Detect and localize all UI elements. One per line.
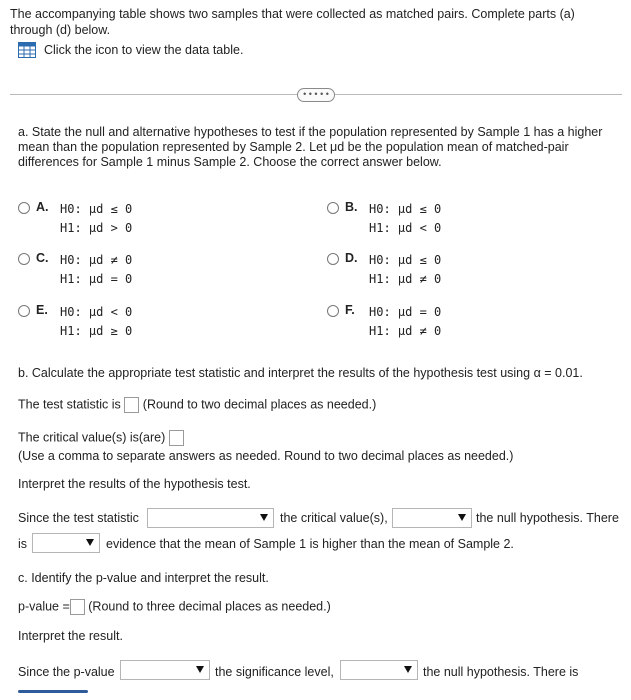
option-a-radio[interactable] [18,202,30,214]
part-a-question: a. State the null and alternative hypotheses to test if the population represented by Sample 1 has a higher mean than the population represented by Sample 2. Let μd be the population mean of matched-pair differences for Sample 1 minus Sample 2. Choose the correct answer below. [18,125,603,169]
option-b-h0: H0: μd ≤ 0 [369,202,442,216]
since-test-stat-suffix: the null hypothesis. There [476,511,619,525]
option-d-h0: H0: μd ≤ 0 [369,253,442,267]
part-c-question: c. Identify the p-value and interpret the result. [18,571,269,585]
data-table-link[interactable] [18,42,243,58]
evidence-text: evidence that the mean of Sample 1 is higher than the mean of Sample 2. [106,537,514,551]
p-value-line [18,599,331,615]
dropdown-arrow-icon [85,537,95,547]
intro-text: The accompanying table shows two samples that were collected as matched pairs. Complete parts (a) through (d) below. [10,7,575,37]
option-c-label: C. [36,251,49,265]
since-p-value-suffix: the null hypothesis. There is [423,665,579,679]
data-table-icon[interactable] [18,42,36,58]
scroll-indicator [18,690,88,693]
option-a-h1: H1: μd > 0 [60,221,133,235]
option-b[interactable] [327,200,441,238]
test-statistic-input[interactable] [124,397,139,413]
option-d-label: D. [345,251,358,265]
option-f[interactable] [327,303,441,341]
test-statistic-prefix: The test statistic is [18,397,121,412]
option-c-radio[interactable] [18,253,30,265]
option-c[interactable] [18,251,132,289]
option-a-label: A. [36,200,49,214]
option-e-label: E. [36,303,48,317]
option-f-label: F. [345,303,355,317]
option-e-h0: H0: μd < 0 [60,305,133,319]
option-e-h1: H1: μd ≥ 0 [60,324,133,338]
option-c-h0: H0: μd ≠ 0 [60,253,133,267]
critical-value-line [18,430,184,446]
test-statistic-suffix: (Round to two decimal places as needed.) [142,397,377,412]
evidence-select[interactable] [32,533,100,553]
option-d-radio[interactable] [327,253,339,265]
option-a-h0: H0: μd ≤ 0 [60,202,133,216]
critical-value-prefix: The critical value(s) is(are) [18,430,166,445]
test-statistic-line [18,397,376,413]
dropdown-arrow-icon [195,664,205,674]
since-test-stat-prefix: Since the test statistic [18,511,139,525]
option-f-h0: H0: μd = 0 [369,305,442,319]
p-value-input[interactable] [70,599,85,615]
option-f-h1: H1: μd ≠ 0 [369,324,442,338]
is-word: is [18,537,28,551]
expand-button[interactable]: • • • • • [297,88,335,102]
critical-value-input[interactable] [169,430,184,446]
part-b-question: b. Calculate the appropriate test statistic and interpret the results of the hypothesis test using α = 0.01. [18,366,583,380]
interpret-hypothesis-label: Interpret the results of the hypothesis test. [18,477,251,491]
test-stat-comparison-select[interactable] [147,508,274,528]
option-a[interactable] [18,200,132,238]
option-b-label: B. [345,200,358,214]
since-p-value-prefix: Since the p-value [18,665,115,679]
option-b-h1: H1: μd < 0 [369,221,442,235]
dropdown-arrow-icon [457,512,467,522]
option-c-h1: H1: μd = 0 [60,272,133,286]
critical-value-note: (Use a comma to separate answers as needed. Round to two decimal places as needed.) [18,449,514,463]
p-value-decision-select[interactable] [340,660,418,680]
interpret-result-label: Interpret the result. [18,629,123,643]
option-f-radio[interactable] [327,305,339,317]
reject-decision-select[interactable] [392,508,472,528]
dropdown-arrow-icon [403,664,413,674]
p-value-prefix: p-value = [18,599,70,614]
option-e[interactable] [18,303,132,341]
p-value-suffix: (Round to three decimal places as needed.) [88,599,331,614]
since-p-value-mid: the significance level, [215,665,334,679]
option-b-radio[interactable] [327,202,339,214]
option-e-radio[interactable] [18,305,30,317]
p-value-comparison-select[interactable] [120,660,210,680]
data-table-link-text[interactable]: Click the icon to view the data table. [44,43,244,57]
dropdown-arrow-icon [259,512,269,522]
since-test-stat-mid: the critical value(s), [280,511,388,525]
option-d[interactable] [327,251,441,289]
option-d-h1: H1: μd ≠ 0 [369,272,442,286]
